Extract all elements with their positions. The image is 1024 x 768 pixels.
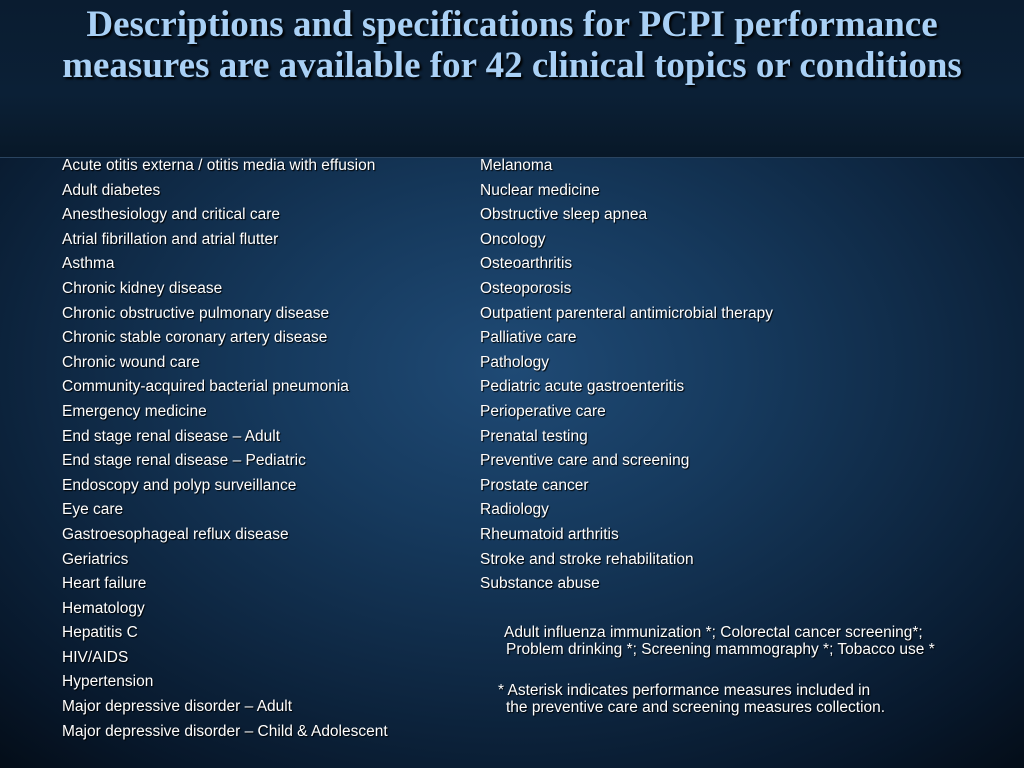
topic-item: Geriatrics [62, 550, 129, 568]
topic-item: Endoscopy and polyp surveillance [62, 476, 297, 494]
asterisk-footnote-line-2: the preventive care and screening measures collection. [506, 699, 886, 716]
topic-item: Perioperative care [480, 402, 606, 420]
right-topic-list [480, 154, 1020, 597]
topic-item: Osteoarthritis [480, 255, 573, 273]
topic-item: Outpatient parenteral antimicrobial therapy [480, 304, 773, 322]
slide-title: Descriptions and specifications for PCPI performance measures are available for 42 clinical topics or conditions [62, 4, 962, 86]
topic-item: Acute otitis externa / otitis media with effusion [62, 157, 376, 174]
topic-item: Eye care [62, 501, 124, 519]
topic-item: Chronic wound care [62, 353, 200, 371]
topic-item: Hepatitis C [62, 624, 138, 642]
topic-item: Chronic stable coronary artery disease [62, 329, 328, 347]
topic-item: Obstructive sleep apnea [480, 206, 648, 224]
topic-item: Major depressive disorder – Child & Adolescent [62, 722, 388, 740]
topic-item: Prostate cancer [480, 476, 589, 494]
topic-item: Hypertension [62, 673, 154, 691]
topic-item: Palliative care [480, 329, 577, 347]
topic-item: Hematology [62, 599, 145, 617]
topic-item: Atrial fibrillation and atrial flutter [62, 230, 279, 248]
topic-item: Substance abuse [480, 575, 600, 593]
preventive-measures-note-line-1: Adult influenza immunization *; Colorectal cancer screening*; [504, 624, 923, 641]
topic-item: Melanoma [480, 157, 553, 174]
topic-item: Rheumatoid arthritis [480, 525, 619, 543]
topic-item: Community-acquired bacterial pneumonia [62, 378, 349, 396]
topic-item: Gastroesophageal reflux disease [62, 525, 289, 543]
topic-item: Oncology [480, 230, 546, 248]
topic-item: Asthma [62, 255, 115, 273]
topic-item: Stroke and stroke rehabilitation [480, 550, 694, 568]
topic-item: HIV/AIDS [62, 648, 129, 666]
topic-item: Emergency medicine [62, 402, 207, 420]
topic-item: Anesthesiology and critical care [62, 206, 280, 224]
topic-item: Radiology [480, 501, 549, 519]
left-topic-list [62, 154, 462, 744]
topic-item: End stage renal disease – Adult [62, 427, 281, 445]
topic-item: End stage renal disease – Pediatric [62, 452, 306, 470]
asterisk-footnote-line-1: * Asterisk indicates performance measures included in [498, 682, 871, 699]
topic-item: Pathology [480, 353, 549, 371]
topic-item: Prenatal testing [480, 427, 588, 445]
topic-item: Preventive care and screening [480, 452, 690, 470]
topic-item: Chronic obstructive pulmonary disease [62, 304, 330, 322]
topic-item: Major depressive disorder – Adult [62, 698, 293, 716]
topic-item: Heart failure [62, 575, 147, 593]
preventive-measures-note-line-2: Problem drinking *; Screening mammography *; Tobacco use * [506, 641, 935, 658]
topic-item: Chronic kidney disease [62, 279, 223, 297]
topic-item: Nuclear medicine [480, 181, 600, 199]
topic-item: Osteoporosis [480, 279, 572, 297]
topic-item: Pediatric acute gastroenteritis [480, 378, 685, 396]
topic-item: Adult diabetes [62, 181, 161, 199]
